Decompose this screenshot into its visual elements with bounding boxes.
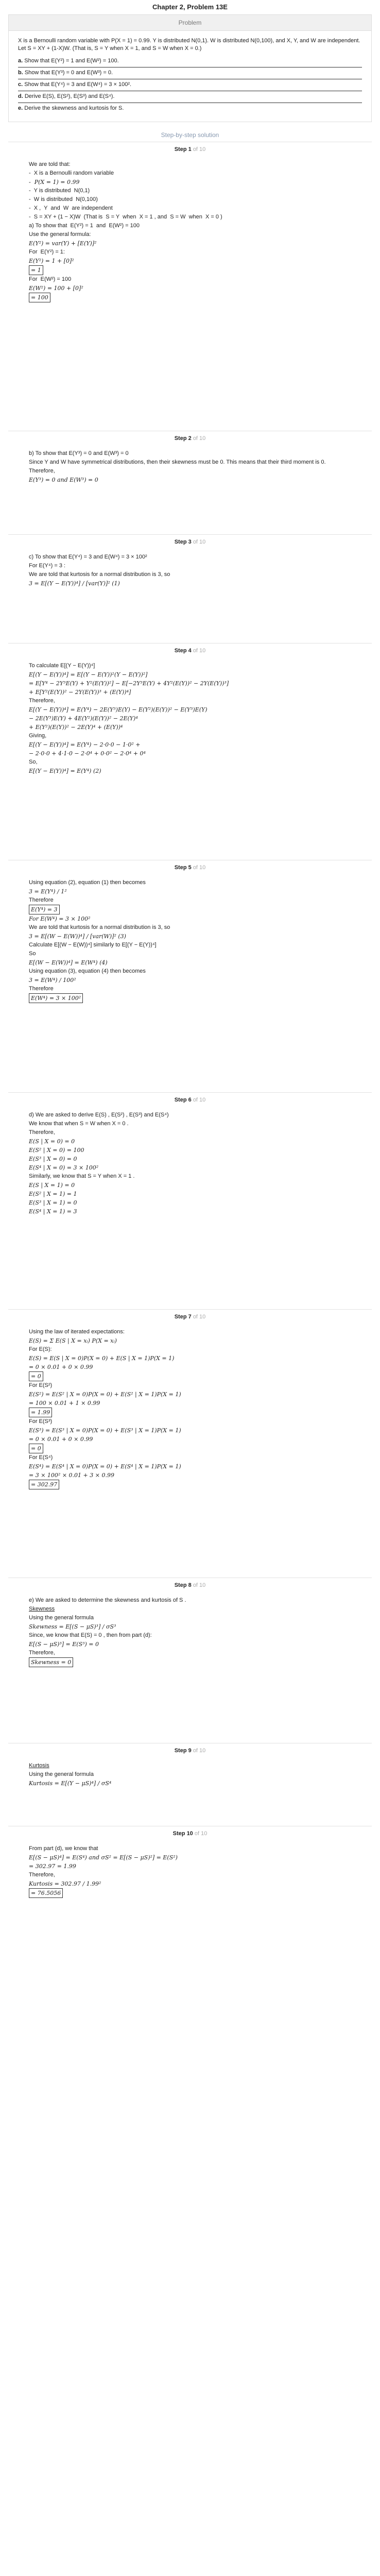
problem-panel-title: Problem (8, 14, 372, 30)
problem-statement: X is a Bernoulli random variable with P(X = 1) = 0.99. Y is distributed N(0,1). W is distributed N(0,100), and X, Y, and W are independent. Let S = XY + (1-X)W. (That is, S = Y when X = 1, and S = W when X = 0.) (18, 38, 360, 52)
step-1-title: Step 1 of 10 (174, 146, 206, 152)
answer-box: = 76.5056 (29, 1888, 63, 1898)
problem-panel (8, 30, 372, 122)
chapter-title: Chapter 2, Problem 13E (152, 3, 228, 11)
answer-box: = 1 (29, 265, 43, 275)
problem-part-b[interactable]: b. Show that E(Y³) = 0 and E(W³) = 0. (18, 67, 362, 79)
step-8: Step 8 of 10 e) We are asked to determine the skewness and kurtosis of S . Skewness Using the general formula Skewness = E[(S − μS)³] / σS³ Since, we know that E(S) = 0 , then from part (d): E[(S − μS)³] = E(S³) = 0 Therefore, Skewness = 0 (8, 1578, 372, 1743)
answer-box: Skewness = 0 (29, 1657, 73, 1667)
answer-box: = 1.99 (29, 1408, 52, 1417)
answer-box: = 302.97 (29, 1480, 59, 1489)
step-5: Step 5 of 10 Using equation (2), equation (1) then becomes 3 = E(Y⁴) / 1² Therefore E(Y⁴) = 3 For E(W⁴) = 3 × 100² We are told that kurtosis for a normal distribution is 3, so 3 = E[(W − E(W))⁴] / [var(W)]² (3) Calculate E[(W − E(W))⁴] similarly to E[(Y − E(Y))⁴] So E[(W − E(W))⁴] = E(W⁴) (4) Using equation (3), equation (4) then becomes 3 = E(W⁴) / 100² Therefore E(W⁴) = 3 × 100² (8, 860, 372, 1092)
problem-part-d[interactable]: d. Derive E(S), E(S²), E(S³) and E(S⁴). (18, 91, 362, 103)
answer-box: = 0 (29, 1371, 43, 1381)
problem-part-a[interactable]: a. Show that E(Y²) = 1 and E(W²) = 100. (18, 56, 362, 67)
answer-box: E(Y⁴) = 3 (29, 905, 60, 914)
problem-part-e[interactable]: e. Derive the skewness and kurtosis for S. (18, 105, 124, 111)
step-4: Step 4 of 10 To calculate E[(Y − E(Y))⁴] E[(Y − E(Y))⁴] = E[(Y − E(Y))²(Y − E(Y))²] = E[Y⁴ − 2Y³E(Y) + Y²(E(Y))²] − E[−2Y³E(Y) + 4Y²(E(Y))² − 2Y(E(Y))³] + E[Y²(E(Y))² − 2Y(E(Y))³ + (E(Y))⁴] Therefore, E[(Y − E(Y))⁴] = E(Y⁴) − 2E(Y³)E(Y) − E(Y²)(E(Y))² − E(Y³)E(Y) − 2E(Y³)E(Y) + 4E(Y²)(E(Y))² − 2E(Y)⁴ + E(Y²)(E(Y))² − 2E(Y)⁴ + (E(Y))⁴ Giving, E[(Y − E(Y))⁴] = E(Y⁴) − 2·0·0 − 1·0² + − 2·0·0 + 4·1·0 − 2·0⁴ + 0·0² − 2·0⁴ + 0⁴ So, E[(Y − E(Y))⁴] = E(Y⁴) (2) (8, 643, 372, 860)
problem-part-c[interactable]: c. Show that E(Y⁴) = 3 and E(W⁴) = 3 × 100². (18, 79, 362, 91)
step-2: Step 2 of 10 b) To show that E(Y³) = 0 and E(W³) = 0 Since Y and W have symmetrical distributions, then their skewness must be 0. This means that their third moment is 0. Therefore, E(Y³) = 0 and E(W³) = 0 (8, 431, 372, 534)
step-1: Step 1 of 10 We are told that: - X is a Bernoulli random variable - P(X = 1) = 0.99 - Y is distributed N(0,1) - W is distributed N(0,100) - X , Y and W are independent - S = XY + (1 − X)W (That is S = Y when X = 1 , and S = W when X = 0 ) a) To show that E(Y²) = 1 and E(W²) = 100 Use the general formula: E(Y²) = var(Y) + [E(Y)]² For E(Y²) = 1: E(Y²) = 1 + [0]² = 1 For E(W²) = 100 E(W²) = 100 + [0]² = 100 (8, 142, 372, 431)
step-by-step-title: Step-by-step solution (161, 131, 219, 139)
step-7: Step 7 of 10 Using the law of iterated expectations: E(S) = Σ E(S | X = xᵢ) P(X = xᵢ) For E(S): E(S) = E(S | X = 0)P(X = 0) + E(S | X = 1)P(X = 1) = 0 × 0.01 + 0 × 0.99 = 0 For E(S²) E(S²) = E(S² | X = 0)P(X = 0) + E(S² | X = 1)P(X = 1) = 100 × 0.01 + 1 × 0.99 = 1.99 For E(S³) E(S³) = E(S³ | X = 0)P(X = 0) + E(S³ | X = 1)P(X = 1) = 0 × 0.01 + 0 × 0.99 = 0 For E(S⁴) E(S⁴) = E(S⁴ | X = 0)P(X = 0) + E(S⁴ | X = 1)P(X = 1) = 3 × 100² × 0.01 + 3 × 0.99 = 302.97 (8, 1309, 372, 1578)
step-3: Step 3 of 10 c) To show that E(Y⁴) = 3 and E(W⁴) = 3 × 100² For E(Y⁴) = 3 : We are told that kurtosis for a normal distribution is 3, so 3 = E[(Y − E(Y))⁴] / [var(Y)]² (1) (8, 534, 372, 643)
answer-box: E(W⁴) = 3 × 100² (29, 993, 83, 1003)
step-10: Step 10 of 10 From part (d), we know that E[(S − μS)⁴] = E(S⁴) and σS² = E[(S − μS)²] = E(S²) = 302.97 = 1.99 Therefore, Kurtosis = 302.97 / 1.99² = 76.5056 (8, 1826, 372, 1965)
answer-box: = 0 (29, 1444, 43, 1453)
answer-box: = 100 (29, 293, 50, 302)
step-9: Step 9 of 10 Kurtosis Using the general formula Kurtosis = E[(Y − μS)⁴] / σS⁴ (8, 1743, 372, 1826)
step-6: Step 6 of 10 d) We are asked to derive E(S) , E(S²) , E(S³) and E(S⁴) We know that when S = W when X = 0 . Therefore, E(S | X = 0) = 0 E(S² | X = 0) = 100 E(S³ | X = 0) = 0 E(S⁴ | X = 0) = 3 × 100² Similarly, we know that S = Y when X = 1 . E(S | X = 1) = 0 E(S² | X = 1) = 1 E(S³ | X = 1) = 0 E(S⁴ | X = 1) = 3 (8, 1092, 372, 1309)
